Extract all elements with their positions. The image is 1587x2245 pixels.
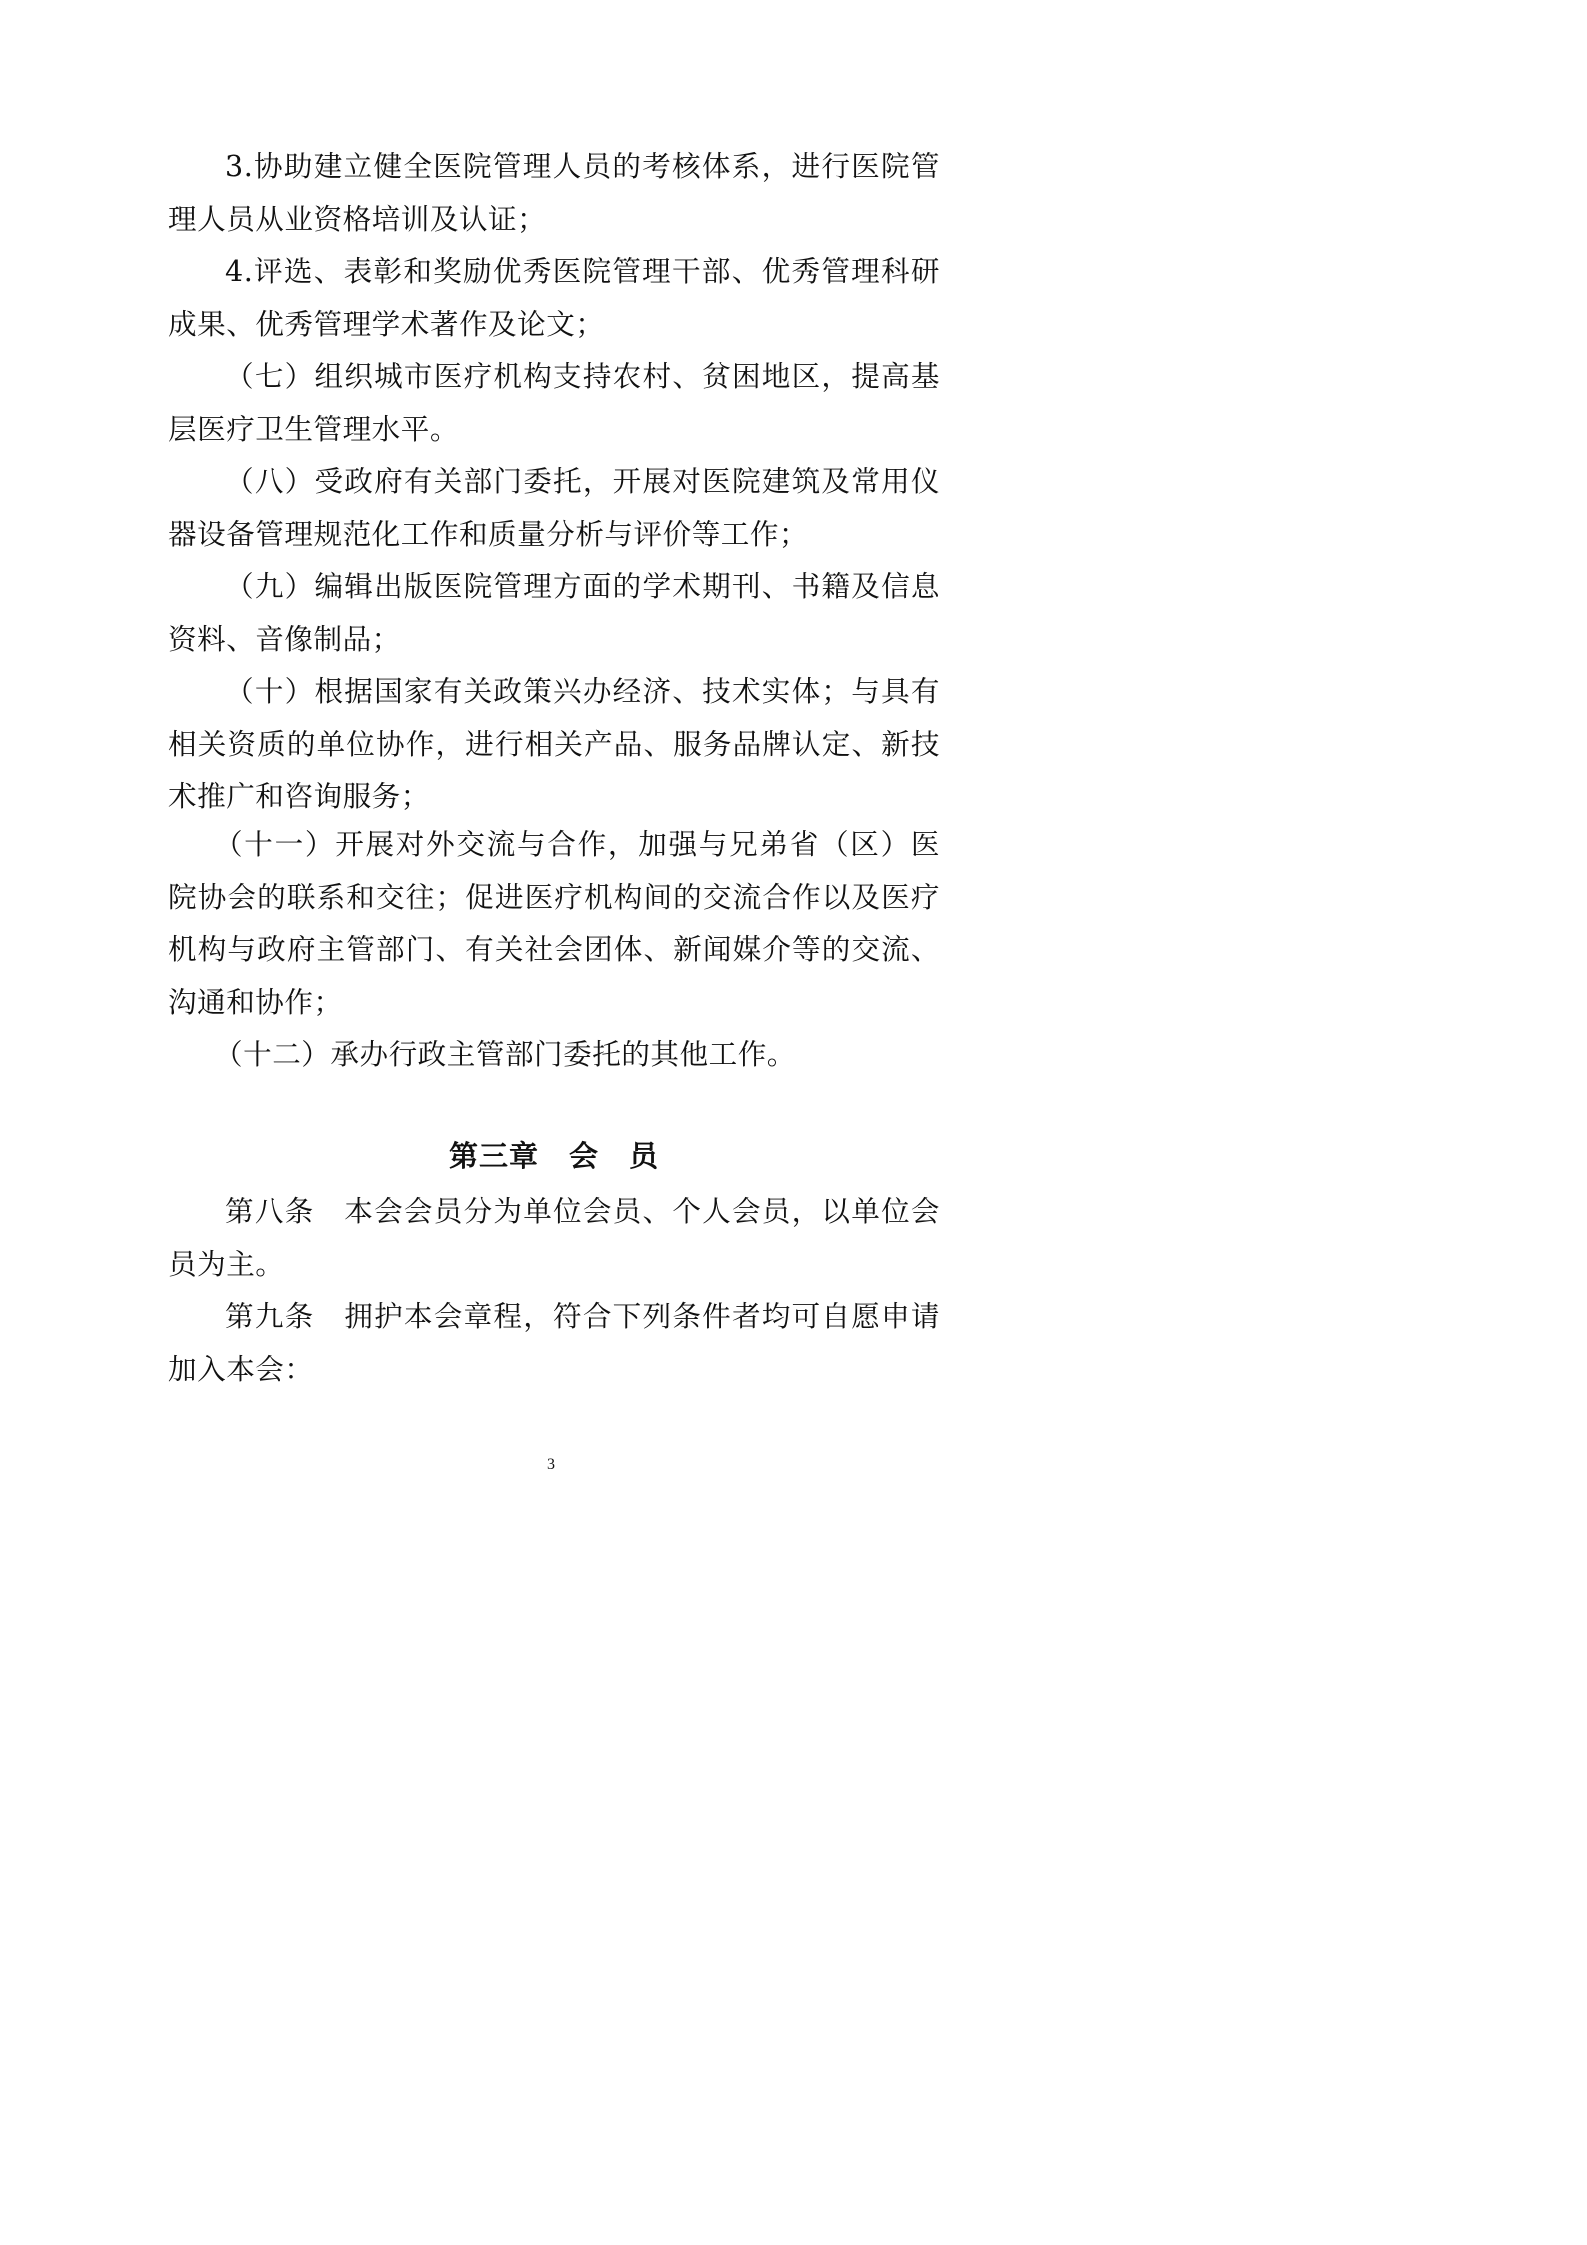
article-8: 第八条 本会会员分为单位会员、个人会员，以单位会员为主。: [168, 1194, 940, 1281]
paragraph-item-11: （十一）开展对外交流与合作，加强与兄弟省（区）医院协会的联系和交往；促进医疗机构间的交流合作以及医疗机构与政府主管部门、有关社会团体、新闻媒介等的交流、沟通和协作；: [168, 827, 940, 1019]
page-number: 3: [547, 1456, 555, 1473]
paragraph-item-3: 3.协助建立健全医院管理人员的考核体系，进行医院管理人员从业资格培训及认证；: [168, 149, 940, 236]
paragraph-item-4: 4.评选、表彰和奖励优秀医院管理干部、优秀管理科研成果、优秀管理学术著作及论文；: [168, 254, 940, 341]
chapter-title: 第三章 会 员: [448, 1139, 659, 1173]
document-page: [0, 0, 1102, 1559]
paragraph-item-7: （七）组织城市医疗机构支持农村、贫困地区，提高基层医疗卫生管理水平。: [168, 359, 940, 446]
paragraph-item-8: （八）受政府有关部门委托，开展对医院建筑及常用仪器设备管理规范化工作和质量分析与评价等工作；: [168, 464, 940, 551]
paragraph-item-10: （十）根据国家有关政策兴办经济、技术实体；与具有相关资质的单位协作，进行相关产品、服务品牌认定、新技术推广和咨询服务；: [168, 674, 940, 813]
paragraph-item-12: （十二）承办行政主管部门委托的其他工作。: [214, 1037, 796, 1071]
article-9: 第九条 拥护本会章程，符合下列条件者均可自愿申请加入本会：: [168, 1299, 940, 1386]
paragraph-item-9: （九）编辑出版医院管理方面的学术期刊、书籍及信息资料、音像制品；: [168, 569, 940, 656]
